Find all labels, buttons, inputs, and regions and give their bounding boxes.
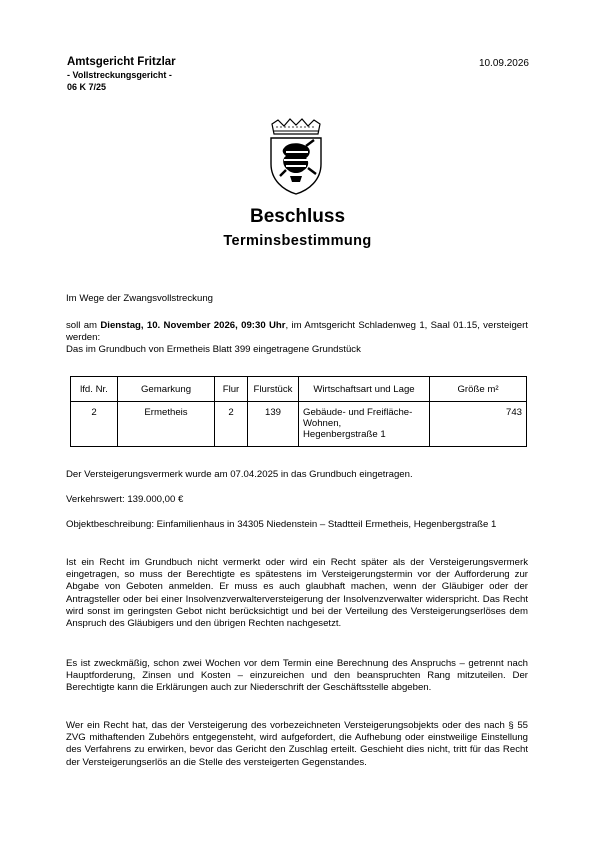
lage-line: Hegenbergstraße 1	[303, 429, 386, 440]
intro-text: Im Wege der Zwangsvollstreckung	[66, 293, 213, 304]
schedule-suffix: , im Amtsgericht Schladenweg 1, Saal 01.15, versteigert werden:	[66, 320, 528, 344]
paragraph: Wer ein Recht hat, das der Versteigerung des vorbezeichneten Versteigerungsobjekts oder des nach § 55 ZVG mithaftenden Zubehörs entgegensteht, wird aufgefordert, die Aufhebung oder einstweilige Einstellung des Verfahrens zu erwirken, bevor das Gericht den Zuschlag erteilt. Geschieht dies nicht, tritt für das Recht der Versteigerungserlös an die Stelle des versteigerten Gegenstandes.	[66, 720, 528, 768]
column-header: Gemarkung	[118, 377, 215, 402]
column-header: Flur	[215, 377, 248, 402]
cell-flurstueck: 139	[248, 402, 299, 447]
paragraph: Es ist zweckmäßig, schon zwei Wochen vor dem Termin eine Berechnung des Anspruchs – getrennt nach Hauptforderung, Zinsen und Kosten – einzureichen und den beanspruchten Rang mitzuteilen. Der Berechtigte kann die Erklärungen auch zur Niederschrift der Geschäftsstelle abgeben.	[66, 658, 528, 694]
paragraph: Ist ein Recht im Grundbuch nicht vermerkt oder wird ein Recht später als der Versteigerungsvermerk eingetragen, so muss der Berechtigte es spätestens im Versteigerungstermin vor der Aufforderung zur Abgabe von Geboten anmelden. Er muss es auch glaubhaft machen, wenn der Gläubiger oder der Antragsteller oder bei einer Insolvenzverwalterversteigerung der Insolvenzverwalter widerspricht. Das Recht wird sonst im geringsten Gebot nicht berücksichtigt und bei der Verteilung des Versteigerungserlöses dem Anspruch des Gläubigers und den übrigen Rechten nachgesetzt.	[66, 557, 528, 630]
lage-line: Wohnen,	[303, 418, 342, 429]
cell-nr: 2	[71, 402, 118, 447]
property-table	[70, 376, 527, 447]
schedule-text	[66, 320, 528, 357]
schedule-prefix: soll am	[66, 320, 101, 331]
document-title: Beschluss	[249, 206, 346, 227]
column-header: Wirtschaftsart und Lage	[299, 377, 430, 402]
column-header: Flurstück	[248, 377, 299, 402]
cell-lage	[299, 402, 430, 447]
cell-gemarkung: Ermetheis	[118, 402, 215, 447]
vermerk-text: Der Versteigerungsvermerk wurde am 07.04.2025 in das Grundbuch eingetragen.	[66, 469, 413, 480]
document-subtitle: Terminsbestimmung	[223, 233, 372, 249]
cell-groesse: 743	[430, 402, 527, 447]
objekt-description: Objektbeschreibung: Einfamilienhaus in 34305 Niedenstein – Stadtteil Ermetheis, Hegenbergstraße 1	[66, 519, 497, 530]
document-date: 10.09.2026	[478, 58, 529, 69]
property-line: Das im Grundbuch von Ermetheis Blatt 399 eingetragene Grundstück	[66, 344, 361, 356]
table-header-row	[71, 377, 527, 402]
column-header: lfd. Nr.	[71, 377, 118, 402]
court-header	[67, 55, 176, 93]
court-name: Amtsgericht Fritzlar	[67, 56, 176, 68]
lage-line: Gebäude- und Freifläche-	[303, 407, 413, 418]
column-header: Größe m²	[430, 377, 527, 402]
verkehrswert-text: Verkehrswert: 139.000,00 €	[66, 494, 184, 505]
table-row	[71, 402, 527, 447]
cell-flur: 2	[215, 402, 248, 447]
court-division: - Vollstreckungsgericht -	[67, 70, 172, 80]
auction-datetime: Dienstag, 10. November 2026, 09:30 Uhr	[100, 320, 286, 331]
case-number: 06 K 7/25	[67, 82, 107, 92]
hesse-coat-of-arms-icon	[266, 118, 326, 196]
